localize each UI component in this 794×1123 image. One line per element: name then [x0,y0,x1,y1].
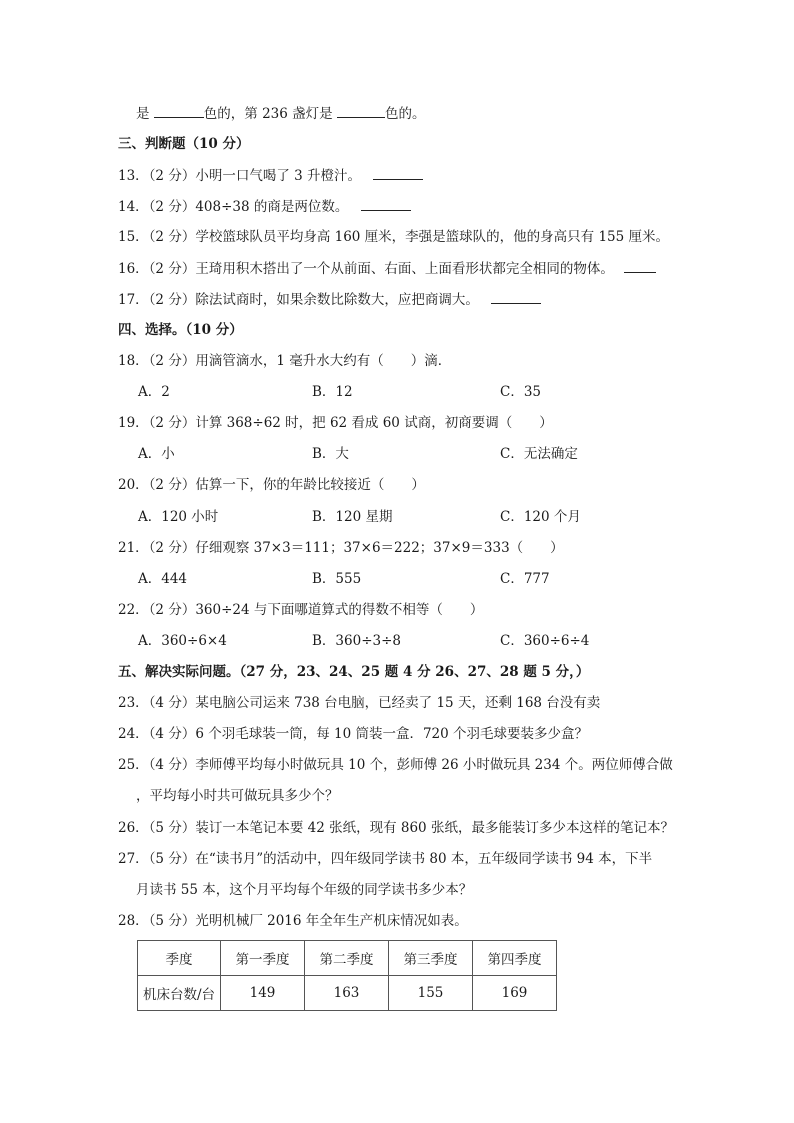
option-a[interactable]: A．444 [138,571,188,587]
question-number: 17． [118,292,149,308]
answer-blank[interactable] [361,196,411,211]
table-header-row [138,941,557,976]
question-number: 15． [118,229,149,245]
table-cell: 机床台数/台 [138,976,221,1011]
question-score: （2 分） [148,229,196,245]
question-text: 装订一本笔记本要 42 张纸，现有 860 张纸，最多能装订多少本这样的笔记本？ [195,820,674,836]
question-22 [118,600,483,620]
question-13 [118,165,423,186]
question-score: （2 分） [148,415,196,431]
option-a[interactable]: A．360÷6×4 [138,633,227,649]
question-number: 23． [118,695,149,711]
question-14 [118,196,411,217]
option-b[interactable]: B．12 [312,384,353,400]
question-number: 13． [118,168,149,184]
question-28 [118,911,468,931]
table-row [138,976,557,1011]
question-text: 估算一下，你的年龄比较接近（ ） [195,477,425,493]
table-header-cell: 第二季度 [305,941,389,976]
table-header-cell: 第四季度 [473,941,557,976]
question-text: 用滴管滴水，1 毫升水大约有（ ）滴． [195,353,452,369]
question-score: （5 分） [148,820,196,836]
question-text: 6 个羽毛球装一筒，每 10 筒装一盒．720 个羽毛球要装多少盒？ [195,726,589,742]
question-text: 除法试商时，如果余数比除数大，应把商调大。 [195,292,479,308]
option-b[interactable]: B．120 星期 [312,509,393,525]
option-c[interactable]: C．360÷6÷4 [500,633,590,649]
carryover-prefix: 是 [136,106,150,122]
question-number: 14． [118,199,149,215]
question-text: 学校篮球队员平均身高 160 厘米，李强是篮球队的，他的身高只有 155 厘米。 [195,229,670,245]
question-number: 27． [118,851,149,867]
carryover-suffix: 色的。 [384,106,426,122]
section-title-problems: 五、解决实际问题。（27 分，23、24、25 题 4 分 26、27、28 题 5 分，） [118,664,590,680]
question-score: （5 分） [148,913,196,929]
question-score: （2 分） [148,477,196,493]
question-23 [118,693,600,713]
question-25 [118,755,673,775]
question-score: （2 分） [148,540,196,556]
table-header-cell: 季度 [138,941,221,976]
option-a[interactable]: A．120 小时 [138,509,219,525]
question-text: 计算 368÷62 时，把 62 看成 60 试商，初商要调（ ） [195,415,553,431]
question-number: 25． [118,757,149,773]
option-b[interactable]: B．555 [312,571,362,587]
question-number: 16． [118,261,149,277]
option-c[interactable]: C．35 [500,384,542,400]
section-title-choice: 四、选择。（10 分） [118,322,243,338]
question-text: 仔细观察 37×3＝111；37×6＝222；37×9＝333（ ） [195,540,564,556]
answer-blank[interactable] [491,289,541,304]
question-text: 360÷24 与下面哪道算式的得数不相等（ ） [195,602,484,618]
question-text: 在“读书月”的活动中，四年级同学读书 80 本，五年级同学读书 94 本，下半 [195,851,653,867]
question-27-continued: 月读书 55 本，这个月平均每个年级的同学读书多少本？ [136,882,473,898]
table-header-cell: 第一季度 [221,941,305,976]
carryover-mid: 色的，第 236 盏灯是 [203,106,333,122]
question-26 [118,818,674,838]
question-score: （2 分） [148,602,196,618]
question-score: （4 分） [148,757,196,773]
answer-blank[interactable] [624,258,656,273]
option-a[interactable]: A．小 [138,446,175,462]
question-24 [118,724,588,744]
question-text: 李师傅平均每小时做玩具 10 个，彭师傅 26 小时做玩具 234 个。两位师傅合做 [195,757,673,773]
question-text: 小明一口气喝了 3 升橙汁。 [195,168,361,184]
option-a[interactable]: A．2 [138,384,170,400]
question-score: （5 分） [148,851,196,867]
answer-blank[interactable] [373,165,423,180]
table-header-cell: 第三季度 [389,941,473,976]
question-text: 光明机械厂 2016 年全年生产机床情况如表。 [195,913,468,929]
question-score: （2 分） [148,353,196,369]
option-c[interactable]: C．120 个月 [500,509,581,525]
question-25-continued: ，平均每小时共可做玩具多少个？ [136,788,339,804]
question-text: 408÷38 的商是两位数。 [195,199,349,215]
answer-blank[interactable] [337,103,385,118]
option-c[interactable]: C．777 [500,571,550,587]
question-number: 19． [118,415,149,431]
question-number: 26． [118,820,149,836]
question-number: 22． [118,602,149,618]
question-18 [118,351,451,371]
question-27 [118,849,652,869]
question-17 [118,289,541,310]
question-number: 24． [118,726,149,742]
table-cell: 163 [305,976,389,1011]
question-score: （2 分） [148,168,196,184]
production-table [137,940,557,1011]
question-text: 王琦用积木搭出了一个从前面、右面、上面看形状都完全相同的物体。 [195,261,614,277]
option-b[interactable]: B．大 [312,446,349,462]
question-score: （4 分） [148,695,196,711]
question-number: 18． [118,353,149,369]
table-cell: 155 [389,976,473,1011]
question-20 [118,475,425,495]
question-number: 20． [118,477,149,493]
question-15 [118,227,669,247]
question-number: 21． [118,540,149,556]
carryover-line [136,103,425,124]
table-cell: 149 [221,976,305,1011]
question-score: （2 分） [148,292,196,308]
question-score: （2 分） [148,261,196,277]
question-text: 某电脑公司运来 738 台电脑，已经卖了 15 天，还剩 168 台没有卖 [195,695,601,711]
question-16 [118,258,656,279]
option-c[interactable]: C．无法确定 [500,446,578,462]
question-19 [118,413,553,433]
answer-blank[interactable] [154,103,204,118]
question-number: 28． [118,913,149,929]
question-21 [118,538,564,558]
question-score: （4 分） [148,726,196,742]
table-cell: 169 [473,976,557,1011]
option-b[interactable]: B．360÷3÷8 [312,633,401,649]
section-title-judge: 三、判断题（10 分） [118,136,250,152]
question-score: （2 分） [148,199,196,215]
